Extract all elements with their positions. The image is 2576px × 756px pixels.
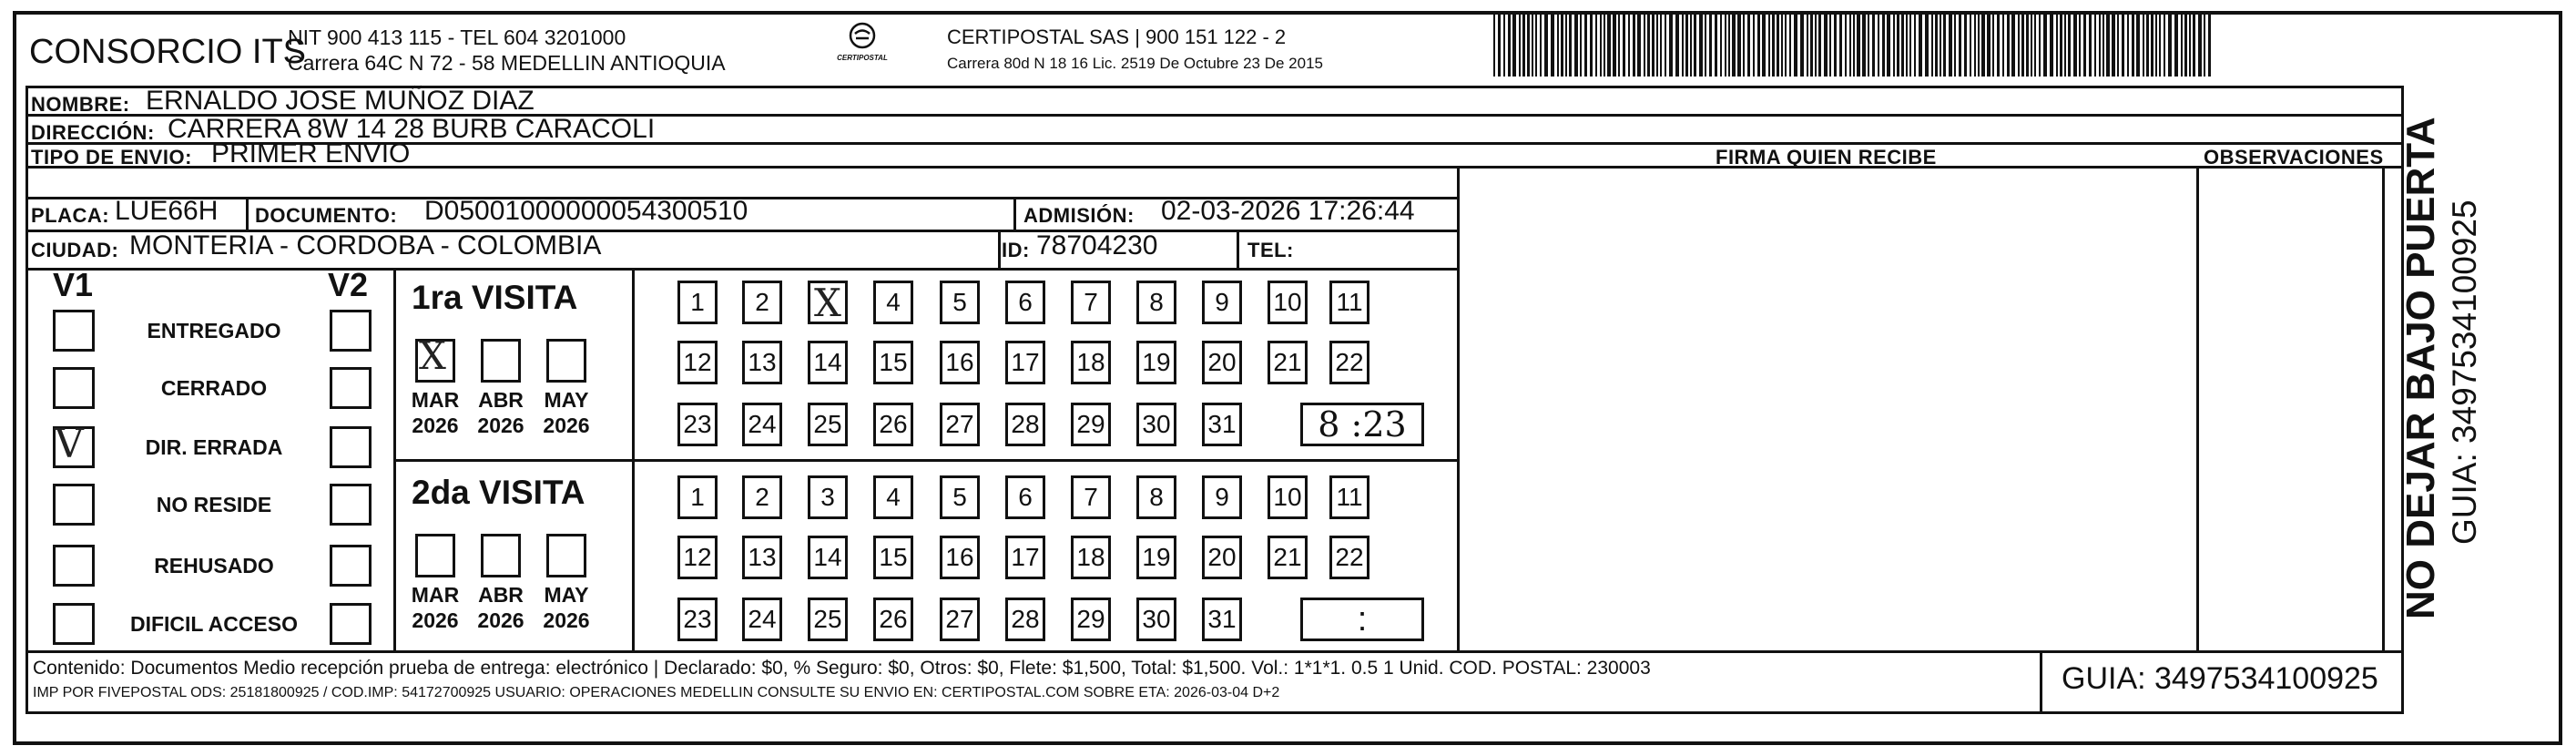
barcode-bar: [1557, 13, 1559, 77]
barcode-bar: [1824, 13, 1828, 77]
visit2-time-box[interactable]: [1300, 598, 1424, 641]
barcode-bar: [2018, 13, 2020, 77]
barcode-bar: [1970, 13, 1971, 77]
visit2-day-27[interactable]: 27: [940, 598, 980, 641]
company-address: Carrera 64C N 72 - 58 MEDELLIN ANTIOQUIA: [288, 51, 726, 75]
visit1-year-label: 2026: [543, 414, 590, 437]
visit1-time-value: 8 :23: [1318, 404, 1407, 444]
admision-value: 02-03-2026 17:26:44: [1161, 196, 1415, 226]
documento-value: D05001000000054300510: [424, 196, 748, 226]
barcode-bar: [1753, 13, 1755, 77]
direccion-value: CARRERA 8W 14 28 BURB CARACOLI: [168, 114, 656, 144]
barcode-bar: [1569, 13, 1572, 77]
v1-checkbox-no-reside[interactable]: [53, 484, 95, 526]
visit2-month-label-mar: MAR: [411, 583, 460, 607]
barcode-bar: [1893, 13, 1895, 77]
v2-header: V2: [328, 266, 369, 303]
barcode-bar: [1772, 13, 1775, 77]
visit1-day-22[interactable]: 22: [1329, 341, 1369, 384]
visit2-day-28[interactable]: 28: [1005, 598, 1045, 641]
barcode-bar: [1652, 13, 1655, 77]
barcode-bar: [2103, 13, 2104, 77]
visit1-day-13[interactable]: 13: [742, 341, 782, 384]
visit2-day-14[interactable]: 14: [808, 536, 848, 579]
v2-checkbox-rehusado[interactable]: [330, 545, 372, 587]
visit1-day-7[interactable]: 7: [1071, 281, 1111, 324]
visit1-day-3[interactable]: [808, 281, 848, 324]
barcode-bar: [1839, 13, 1842, 77]
barcode-bar: [1768, 13, 1770, 77]
barcode-bar: [1887, 13, 1890, 77]
v2-checkbox-cerrado[interactable]: [330, 367, 372, 409]
barcode-bar: [1607, 13, 1611, 77]
barcode-bar: [1503, 13, 1505, 77]
visit1-day-2[interactable]: 2: [742, 281, 782, 324]
visit1-day-5[interactable]: 5: [940, 281, 980, 324]
visit2-month-box-may[interactable]: [546, 534, 586, 577]
barcode-bar: [1709, 13, 1712, 77]
visit1-month-label-abr: ABR: [478, 388, 524, 412]
visit2-day-9[interactable]: 9: [1202, 475, 1242, 519]
barcode-bar: [1919, 13, 1922, 77]
visit2-day-20[interactable]: 20: [1202, 536, 1242, 579]
visit2-day-21[interactable]: 21: [1268, 536, 1308, 579]
barcode-bar: [1535, 13, 1537, 77]
v1-checkbox-dificil-acceso[interactable]: [53, 603, 95, 645]
barcode-bar: [1829, 13, 1831, 77]
visit1-day-14[interactable]: 14: [808, 341, 848, 384]
barcode-bar: [1882, 13, 1885, 77]
barcode-bar: [1618, 13, 1620, 77]
footer-guia: GUIA: 3497534100925: [2062, 661, 2378, 696]
v2-checkbox-dificil-acceso[interactable]: [330, 603, 372, 645]
barcode-bar: [2011, 13, 2015, 77]
visit2-month-box-abr[interactable]: [481, 534, 521, 577]
visit1-day-29[interactable]: 29: [1071, 403, 1111, 446]
barcode-bar: [2151, 13, 2153, 77]
v1-header: V1: [53, 266, 94, 303]
visit2-day-25[interactable]: 25: [808, 598, 848, 641]
barcode-bar: [1660, 13, 1662, 77]
footer-content-line: Contenido: Documentos Medio recepción prueba de entrega: electrónico | Declarado: $0, % Seguro: $0, Otros: $0, Flete: $1,500, Total: $1,500. Vol.: 1*1*1. 0.5 1 Unid. COD. POSTAL: 230003: [33, 658, 1651, 679]
barcode-bar: [1834, 13, 1837, 77]
visit1-day-28[interactable]: 28: [1005, 403, 1045, 446]
visit2-day-24[interactable]: 24: [742, 598, 782, 641]
visit2-day-5[interactable]: 5: [940, 475, 980, 519]
barcode-bar: [1815, 13, 1817, 77]
company-name: CONSORCIO ITS: [29, 33, 307, 71]
barcode-bar: [2155, 13, 2157, 77]
nombre-label: NOMBRE:: [31, 93, 130, 116]
barcode-bar: [1943, 13, 1946, 77]
tel-label: TEL:: [1247, 239, 1294, 261]
barcode-bar: [1705, 13, 1706, 77]
barcode-bar: [1862, 13, 1866, 77]
barcode-bar: [1992, 13, 1994, 77]
ciudad-value: MONTERIA - CORDOBA - COLOMBIA: [129, 230, 602, 261]
barcode-bar: [1565, 13, 1567, 77]
barcode-bar: [1747, 13, 1750, 77]
barcode-bar: [2159, 13, 2161, 77]
barcode-bar: [1644, 13, 1645, 77]
visit-title-2: 2da VISITA: [412, 474, 585, 511]
barcode-bar: [1685, 13, 1688, 77]
visit1-day-18[interactable]: 18: [1071, 341, 1111, 384]
courier-name: CERTIPOSTAL SAS | 900 151 122 - 2: [947, 26, 1287, 48]
barcode-bar: [1964, 13, 1967, 77]
barcode-bar: [1931, 13, 1933, 77]
barcode-bar: [1981, 13, 1985, 77]
status-label-rehusado: REHUSADO: [154, 554, 274, 577]
visit2-day-1[interactable]: 1: [677, 475, 718, 519]
barcode-bar: [1728, 13, 1730, 77]
barcode-bar: [1954, 13, 1956, 77]
visit1-month-label-may: MAY: [544, 388, 589, 412]
barcode-bar: [2146, 13, 2149, 77]
barcode-bar: [2073, 13, 2077, 77]
visit2-day-23[interactable]: 23: [677, 598, 718, 641]
visit1-time-box[interactable]: [1300, 403, 1424, 446]
admision-label: ADMISIÓN:: [1023, 204, 1135, 227]
observaciones-header: OBSERVACIONES: [2204, 146, 2384, 169]
barcode-bar: [1785, 13, 1787, 77]
visit1-day-mark: X: [814, 280, 841, 325]
visit1-day-8[interactable]: 8: [1136, 281, 1176, 324]
barcode-bar: [2039, 13, 2041, 77]
firma-header: FIRMA QUIEN RECIBE: [1716, 146, 1937, 169]
barcode-bar: [1699, 13, 1703, 77]
status-label-dificil-acceso: DIFICIL ACCESO: [129, 612, 298, 636]
barcode-bar: [1675, 13, 1679, 77]
visit1-day-27[interactable]: 27: [940, 403, 980, 446]
barcode-bar: [2184, 13, 2187, 77]
barcode-bar: [1725, 13, 1726, 77]
visit1-day-30[interactable]: 30: [1136, 403, 1176, 446]
v1-checkbox-rehusado[interactable]: [53, 545, 95, 587]
visit2-day-4[interactable]: 4: [873, 475, 913, 519]
barcode-bar: [1978, 13, 1980, 77]
barcode-bar: [2064, 13, 2066, 77]
certipostal-logo-icon: [844, 22, 881, 51]
visit1-day-31[interactable]: 31: [1202, 403, 1242, 446]
certipostal-logo: [830, 22, 894, 73]
barcode-bar: [1715, 13, 1717, 77]
barcode-bar: [1647, 13, 1650, 77]
barcode-bar: [1732, 13, 1736, 77]
barcode-bar: [1522, 13, 1525, 77]
barcode-bar: [1853, 13, 1855, 77]
visit1-day-26[interactable]: 26: [873, 403, 913, 446]
visit2-day-15[interactable]: 15: [873, 536, 913, 579]
visit2-year-label: 2026: [543, 608, 590, 632]
visit2-day-30[interactable]: 30: [1136, 598, 1176, 641]
visit2-day-26[interactable]: 26: [873, 598, 913, 641]
barcode-bar: [1794, 13, 1797, 77]
barcode-bar: [2198, 13, 2202, 77]
barcode-bar: [1590, 13, 1593, 77]
barcode-bar: [2079, 13, 2081, 77]
visit1-day-17[interactable]: 17: [1005, 341, 1045, 384]
barcode-bar: [2122, 13, 2124, 77]
barcode-bar: [2099, 13, 2101, 77]
barcode-bar: [1613, 13, 1616, 77]
v1-checkbox-cerrado[interactable]: [53, 367, 95, 409]
barcode-bar: [1682, 13, 1684, 77]
id-value: 78704230: [1036, 230, 1158, 261]
footer-print-line: IMP POR FIVEPOSTAL ODS: 25181800925 / COD.IMP: 54172700925 USUARIO: OPERACIONES MEDELLIN CONSULTE SU ENVIO EN: CERTIPOSTAL.COM SOBRE ETA: 2026-03-04 D+2: [33, 685, 1280, 700]
barcode-bar: [2168, 13, 2172, 77]
status-label-no-reside: NO RESIDE: [156, 493, 272, 516]
tipo-envio-value: PRIMER ENVIO: [211, 138, 411, 169]
barcode-bar: [1872, 13, 1875, 77]
barcode-bar: [2106, 13, 2110, 77]
barcode-bar: [2068, 13, 2071, 77]
visit1-year-label: 2026: [477, 414, 524, 437]
visit2-day-10[interactable]: 10: [1268, 475, 1308, 519]
visit2-day-13[interactable]: 13: [742, 536, 782, 579]
barcode-bar: [2143, 13, 2144, 77]
barcode-bar: [1544, 13, 1548, 77]
visit2-day-3[interactable]: 3: [808, 475, 848, 519]
barcode-bar: [1493, 13, 1495, 77]
status-label-dir-errada: DIR. ERRADA: [145, 435, 283, 459]
status-label-cerrado: CERRADO: [160, 376, 268, 400]
logo-text: CERTIPOSTAL: [837, 54, 888, 62]
barcode-bar: [2026, 13, 2029, 77]
barcode-bar: [1633, 13, 1635, 77]
visit1-month-box-abr[interactable]: [481, 339, 521, 383]
barcode-bar: [1909, 13, 1911, 77]
barcode-bar: [2007, 13, 2010, 77]
visit-title-1: 1ra VISITA: [412, 279, 578, 316]
status-label-entregado: ENTREGADO: [147, 319, 281, 342]
barcode-bar: [1897, 13, 1899, 77]
barcode-bar: [1906, 13, 1908, 77]
visit2-day-8[interactable]: 8: [1136, 475, 1176, 519]
barcode-bar: [1789, 13, 1791, 77]
barcode-bar: [1637, 13, 1641, 77]
company-nit: NIT 900 413 115 - TEL 604 3201000: [288, 26, 626, 49]
barcode-bar: [1720, 13, 1722, 77]
barcode-bar: [1777, 13, 1779, 77]
barcode-bar: [2056, 13, 2058, 77]
barcode-bar: [2117, 13, 2119, 77]
barcode-bar: [1604, 13, 1605, 77]
barcode-bar: [1669, 13, 1673, 77]
visit1-day-23[interactable]: 23: [677, 403, 718, 446]
visit2-year-label: 2026: [412, 608, 459, 632]
ciudad-label: CIUDAD:: [31, 239, 119, 261]
visit2-day-29[interactable]: 29: [1071, 598, 1111, 641]
barcode-bar: [1512, 13, 1516, 77]
barcode-bar: [1914, 13, 1916, 77]
direccion-label: DIRECCIÓN:: [31, 121, 155, 144]
barcode-bar: [2060, 13, 2062, 77]
barcode-bar: [1580, 13, 1582, 77]
v1-check-mark: V: [55, 421, 84, 467]
barcode-bar: [2089, 13, 2092, 77]
visit2-day-18[interactable]: 18: [1071, 536, 1111, 579]
visit2-day-2[interactable]: 2: [742, 475, 782, 519]
barcode-bar: [1623, 13, 1625, 77]
barcode-bar: [1757, 13, 1760, 77]
visit2-month-label-may: MAY: [544, 583, 589, 607]
barcode-bar: [2050, 13, 2053, 77]
visit2-day-11[interactable]: 11: [1329, 475, 1369, 519]
barcode-bar: [2043, 13, 2047, 77]
barcode-bar: [1595, 13, 1597, 77]
barcode-bar: [2083, 13, 2086, 77]
visit2-day-6[interactable]: 6: [1005, 475, 1045, 519]
visit1-day-20[interactable]: 20: [1202, 341, 1242, 384]
barcode-bar: [1935, 13, 1938, 77]
visit2-month-label-abr: ABR: [478, 583, 524, 607]
visit2-year-label: 2026: [477, 608, 524, 632]
visit2-day-12[interactable]: 12: [677, 536, 718, 579]
barcode-bar: [1628, 13, 1630, 77]
barcode-bar: [1818, 13, 1821, 77]
visit1-day-24[interactable]: 24: [742, 403, 782, 446]
barcode-bar: [1743, 13, 1745, 77]
barcode-bar: [2136, 13, 2140, 77]
barcode-bar: [2193, 13, 2195, 77]
barcode-bar: [1959, 13, 1961, 77]
visit2-day-16[interactable]: 16: [940, 536, 980, 579]
barcode-bar: [1584, 13, 1587, 77]
visit1-day-9[interactable]: 9: [1202, 281, 1242, 324]
visit2-time-value: :: [1357, 599, 1368, 639]
barcode-bar: [1857, 13, 1860, 77]
visit2-day-7[interactable]: 7: [1071, 475, 1111, 519]
visit1-day-10[interactable]: 10: [1268, 281, 1308, 324]
barcode-bar: [2132, 13, 2134, 77]
placa-value: LUE66H: [115, 196, 219, 226]
barcode-bar: [1656, 13, 1658, 77]
barcode-bar: [2021, 13, 2024, 77]
barcode-bar: [1527, 13, 1530, 77]
barcode-bar: [1508, 13, 1511, 77]
barcode-bar: [1561, 13, 1563, 77]
barcode-bar: [1781, 13, 1783, 77]
v2-checkbox-entregado[interactable]: [330, 310, 372, 352]
nombre-value: ERNALDO JOSE MUÑOZ DIAZ: [146, 86, 535, 116]
barcode-bar: [2094, 13, 2096, 77]
barcode-bar: [1849, 13, 1851, 77]
visit1-day-21[interactable]: 21: [1268, 341, 1308, 384]
visit1-day-25[interactable]: 25: [808, 403, 848, 446]
placa-label: PLACA:: [31, 204, 110, 227]
side-guia: GUIA: 3497534100925: [2446, 199, 2483, 545]
visit1-day-6[interactable]: 6: [1005, 281, 1045, 324]
barcode-bar: [1694, 13, 1696, 77]
barcode-bar: [1690, 13, 1692, 77]
barcode-bar: [1845, 13, 1847, 77]
barcode-bar: [2189, 13, 2191, 77]
visit1-day-11[interactable]: 11: [1329, 281, 1369, 324]
barcode-bar: [2204, 13, 2205, 77]
visit1-year-label: 2026: [412, 414, 459, 437]
barcode-bar: [1519, 13, 1521, 77]
barcode: [1493, 13, 2222, 78]
v2-checkbox-dir-errada[interactable]: [330, 426, 372, 468]
documento-label: DOCUMENTO:: [255, 204, 398, 227]
visit2-day-17[interactable]: 17: [1005, 536, 1045, 579]
barcode-bar: [1878, 13, 1879, 77]
barcode-bar: [2181, 13, 2183, 77]
barcode-bar: [1810, 13, 1813, 77]
visit1-month-mark: X: [419, 333, 446, 378]
barcode-bar: [1949, 13, 1952, 77]
visit1-month-label-mar: MAR: [411, 388, 460, 412]
barcode-bar: [1901, 13, 1904, 77]
barcode-bar: [1807, 13, 1808, 77]
id-label: ID:: [1002, 239, 1030, 261]
visit1-month-box-may[interactable]: [546, 339, 586, 383]
barcode-bar: [1987, 13, 1991, 77]
barcode-bar: [1665, 13, 1666, 77]
barcode-bar: [1800, 13, 1804, 77]
barcode-bar: [2208, 13, 2211, 77]
barcode-bar: [1532, 13, 1533, 77]
barcode-bar: [2031, 13, 2032, 77]
barcode-bar: [1498, 13, 1501, 77]
barcode-bar: [1868, 13, 1869, 77]
barcode-bar: [1940, 13, 1941, 77]
side-warning: NO DEJAR BAJO PUERTA: [2398, 117, 2443, 619]
barcode-bar: [2174, 13, 2178, 77]
barcode-bar: [1540, 13, 1542, 77]
visit1-day-16[interactable]: 16: [940, 341, 980, 384]
barcode-bar: [2034, 13, 2036, 77]
visit2-day-31[interactable]: 31: [1202, 598, 1242, 641]
barcode-bar: [1551, 13, 1554, 77]
barcode-bar: [1925, 13, 1929, 77]
barcode-bar: [1574, 13, 1578, 77]
barcode-bar: [1974, 13, 1976, 77]
visit1-day-4[interactable]: 4: [873, 281, 913, 324]
barcode-bar: [2002, 13, 2004, 77]
visit2-day-19[interactable]: 19: [1136, 536, 1176, 579]
visit1-day-1[interactable]: 1: [677, 281, 718, 324]
tipo-envio-label: TIPO DE ENVIO:: [31, 146, 192, 169]
barcode-bar: [2164, 13, 2165, 77]
visit2-day-22[interactable]: 22: [1329, 536, 1369, 579]
visit2-month-box-mar[interactable]: [415, 534, 455, 577]
visit1-day-19[interactable]: 19: [1136, 341, 1176, 384]
visit1-day-12[interactable]: 12: [677, 341, 718, 384]
visit1-day-15[interactable]: 15: [873, 341, 913, 384]
barcode-bar: [1997, 13, 2000, 77]
v2-checkbox-no-reside[interactable]: [330, 484, 372, 526]
barcode-bar: [1737, 13, 1741, 77]
courier-license: Carrera 80d N 18 16 Lic. 2519 De Octubre 23 De 2015: [947, 55, 1323, 72]
barcode-bar: [1600, 13, 1602, 77]
barcode-bar: [2127, 13, 2129, 77]
v1-checkbox-entregado[interactable]: [53, 310, 95, 352]
barcode-bar: [2112, 13, 2115, 77]
barcode-bar: [1762, 13, 1766, 77]
